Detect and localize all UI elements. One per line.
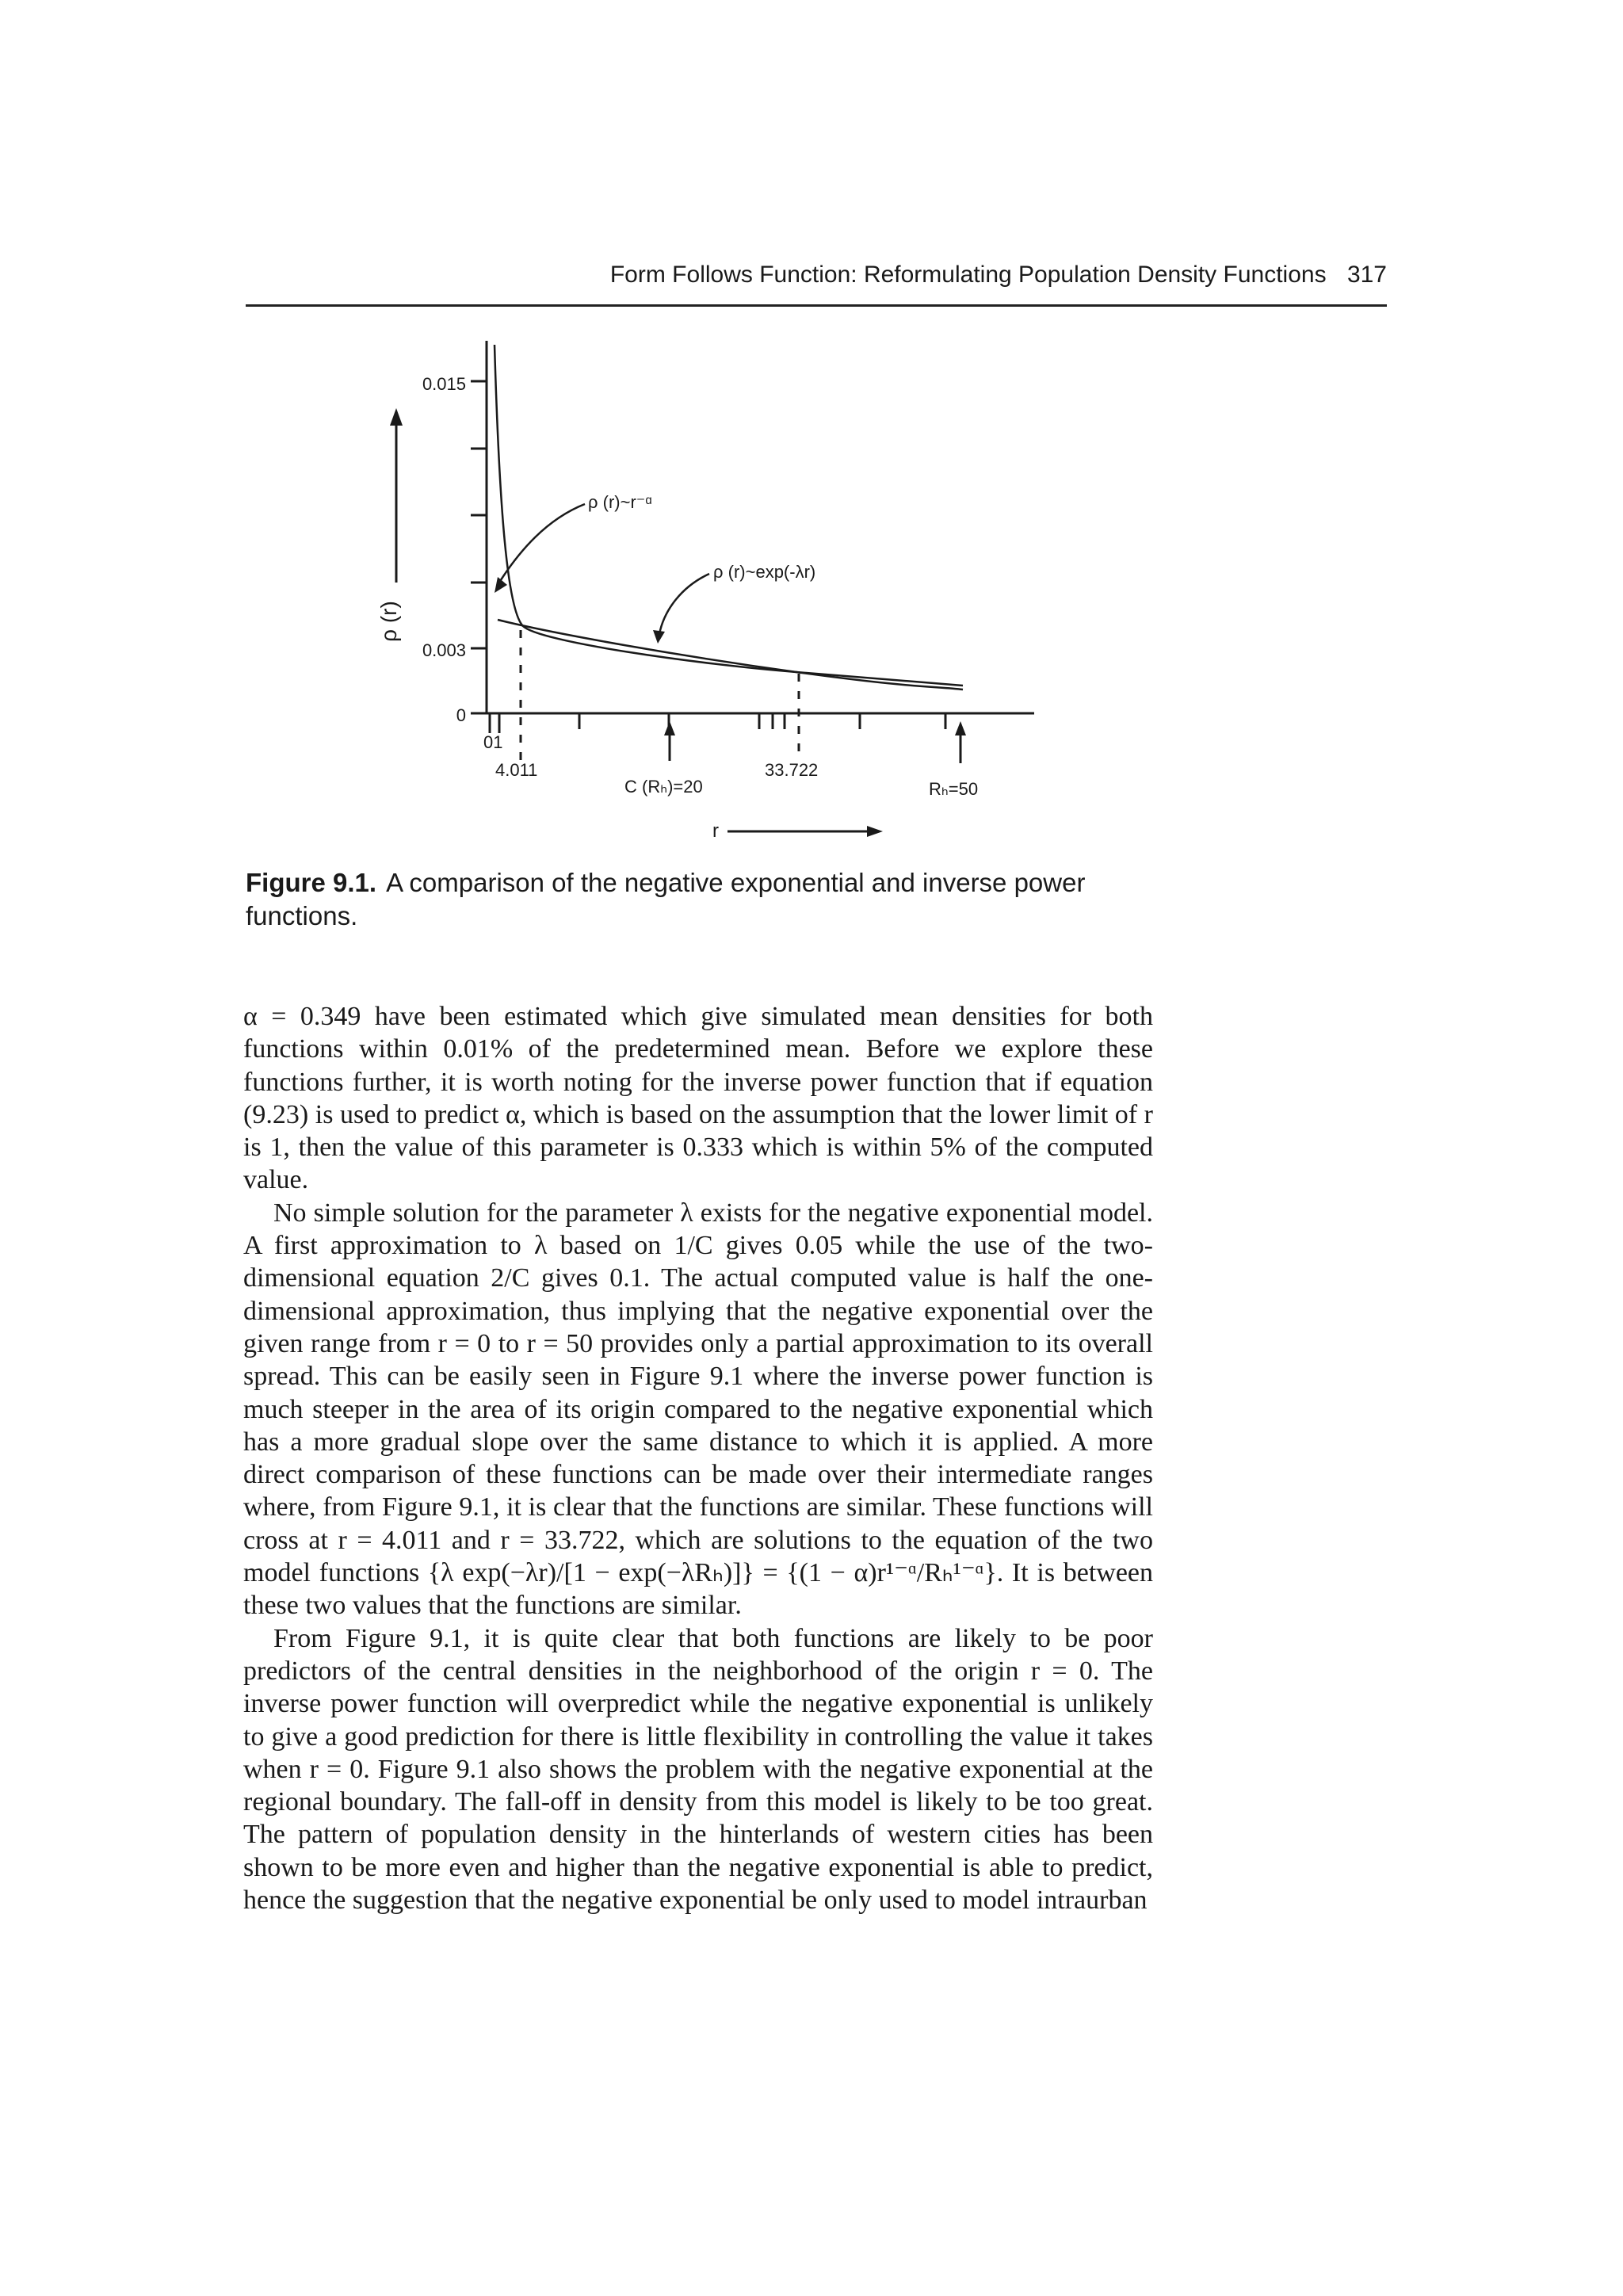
marker-c-label: C (Rₕ)=20: [624, 777, 703, 797]
y-axis-label: ρ (r): [376, 601, 401, 642]
y-axis-arrow-head: [390, 408, 403, 426]
y-tick-0003: 0.003: [422, 640, 466, 660]
y-tick-marks: [471, 381, 487, 713]
x-tick-marks: [490, 713, 945, 733]
paragraph-3: From Figure 9.1, it is quite clear that both functions are likely to be poor predictors of the central densities in the neighborhood of the origin r = 0. The inverse power function will overpredict while the negative exponential is unlikely to give a good prediction for there is little flexibility in controlling the value it takes when r = 0. Figure 9.1 also shows the problem with the negative exponential at the regional boundary. The fall-off in density from this model is likely to be too great. The pattern of population density in the hinterlands of western cities has been shown to be more even and higher than the negative exponential is able to predict, hence the suggestion that the negative exponential be only used to model intraurban: [243, 1623, 1153, 1916]
marker-rb-arrow-head: [955, 721, 966, 735]
label-leader-exp: [659, 574, 709, 634]
y-tick-0: 0: [456, 705, 466, 725]
figure-caption-label: Figure 9.1.: [246, 868, 377, 897]
x-tick-33722: 33.722: [765, 760, 819, 780]
page-number: 317: [1346, 262, 1387, 288]
x-tick-4011: 4.011: [495, 760, 538, 780]
paragraph-1: α = 0.349 have been estimated which give simulated mean densities for both functions within 0.01% of the predetermined mean. Before we explore these functions further, it is worth noting for the inverse power function that if equation (9.23) is used to predict α, which is based on the assumption that the lower limit of r is 1, then the value of this parameter is 0.333 which is within 5% of the computed value.: [243, 1002, 1153, 1195]
marker-c-arrow-head: [664, 721, 675, 735]
curve-label-power: ρ (r)~r⁻ᵅ: [588, 492, 652, 512]
running-head-title: Form Follows Function: Reformulating Population Density Functions: [609, 262, 1327, 288]
figure-caption: [246, 866, 1157, 933]
x-tick-01: 01: [483, 732, 503, 752]
body-text: [243, 1000, 1153, 1916]
x-axis-label: r: [712, 820, 719, 842]
figure-caption-text: A comparison of the negative exponential and inverse power functions.: [246, 868, 1086, 930]
label-leader-power: [498, 504, 585, 585]
paragraph-2: No simple solution for the parameter λ exists for the negative exponential model. A first approximation to λ based on 1/C gives 0.05 while the use of the two-dimensional equation 2/C gives 0.1. The actual computed value is half the one-dimensional approximation, thus implying that the negative exponential over the given range from r = 0 to r = 50 provides only a partial approximation to its overall spread. This can be easily seen in Figure 9.1 where the inverse power function is much steeper in the area of its origin compared to the negative exponential which has a more gradual slope over the same distance to which it is applied. A more direct comparison of these functions can be made over their intermediate ranges where, from Figure 9.1, it is clear that the functions are similar. These functions will cross at r = 4.011 and r = 33.722, which are solutions to the equation of the two model functions {λ exp(−λr)/[1 − exp(−λRₕ)]} = {(1 − α)r¹⁻ᵅ/Rₕ¹⁻ᵅ}. It is between these two values that the functions are similar.: [243, 1198, 1153, 1621]
label-leader-exp-head: [653, 630, 665, 644]
figure-9-1: [0, 0, 1623, 888]
y-tick-0015: 0.015: [422, 374, 466, 394]
x-axis-arrow-head: [867, 826, 883, 837]
marker-rb-label: Rₕ=50: [929, 779, 979, 799]
curve-label-exp: ρ (r)~exp(-λr): [713, 562, 816, 582]
